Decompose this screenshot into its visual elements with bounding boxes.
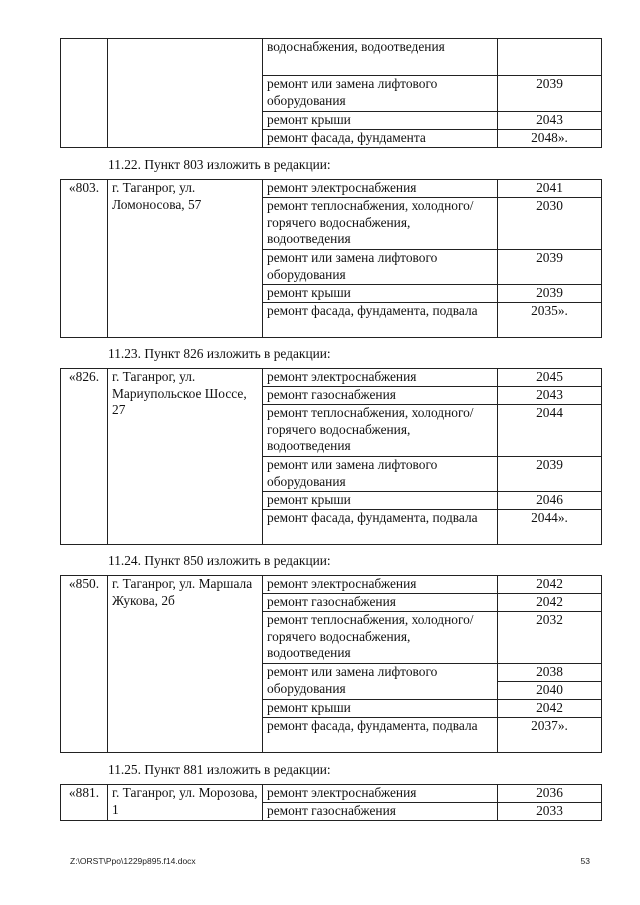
- year-cell: 2039: [498, 457, 602, 492]
- table-item-850: [60, 575, 602, 753]
- work-cell: ремонт или замена лифтового оборудования: [263, 76, 498, 112]
- work-cell: ремонт фасада, фундамента, подвала: [263, 717, 498, 752]
- year-cell: [498, 39, 602, 76]
- year-cell: 2046: [498, 492, 602, 510]
- year-cell: 2040: [498, 682, 602, 700]
- year-cell: 2044».: [498, 510, 602, 545]
- table-row: [61, 369, 602, 387]
- year-cell: 2042: [498, 576, 602, 594]
- work-cell: ремонт крыши: [263, 492, 498, 510]
- year-cell: 2038: [498, 664, 602, 682]
- year-cell: 2030: [498, 198, 602, 250]
- work-cell: ремонт теплоснабжения, холодного/горячего водоснабжения, водоотведения: [263, 198, 498, 250]
- table-item-881: [60, 784, 602, 821]
- work-cell: ремонт крыши: [263, 285, 498, 303]
- section-heading-881: 11.25. Пункт 881 изложить в редакции:: [108, 762, 331, 777]
- work-cell: ремонт электроснабжения: [263, 369, 498, 387]
- section-heading-803: 11.22. Пункт 803 изложить в редакции:: [108, 157, 331, 172]
- work-cell: ремонт газоснабжения: [263, 594, 498, 612]
- item-number: «850.: [61, 576, 108, 753]
- work-cell: ремонт крыши: [263, 699, 498, 717]
- year-cell: 2043: [498, 387, 602, 405]
- year-cell: 2044: [498, 405, 602, 457]
- table-item-803: [60, 179, 602, 338]
- year-cell: 2042: [498, 699, 602, 717]
- work-cell: водоснабжения, водоотведения: [263, 39, 498, 76]
- address-cell: г. Таганрог, ул. Мариупольское Шоссе, 27: [108, 369, 263, 545]
- item-number: «803.: [61, 180, 108, 338]
- work-cell: ремонт теплоснабжения, холодного/горячего водоснабжения, водоотведения: [263, 405, 498, 457]
- table-row: [61, 180, 602, 198]
- table-row: [61, 39, 602, 76]
- item-number: «826.: [61, 369, 108, 545]
- address-cell: г. Таганрог, ул. Ломоносова, 57: [108, 180, 263, 338]
- address-cell: г. Таганрог, ул. Маршала Жукова, 2б: [108, 576, 263, 753]
- year-cell: 2041: [498, 180, 602, 198]
- work-cell: ремонт или замена лифтового оборудования: [263, 457, 498, 492]
- year-cell: 2045: [498, 369, 602, 387]
- work-cell: ремонт фасада, фундамента, подвала: [263, 303, 498, 338]
- year-cell: 2043: [498, 112, 602, 130]
- year-cell: 2035».: [498, 303, 602, 338]
- work-cell: ремонт или замена лифтового оборудования: [263, 250, 498, 285]
- year-cell: 2032: [498, 612, 602, 664]
- year-cell: 2039: [498, 285, 602, 303]
- table-item-826: [60, 368, 602, 545]
- year-cell: 2036: [498, 785, 602, 803]
- year-cell: 2039: [498, 76, 602, 112]
- work-cell: ремонт электроснабжения: [263, 180, 498, 198]
- year-cell: 2033: [498, 803, 602, 821]
- table-row: [61, 576, 602, 594]
- footer-file-path: Z:\ORST\Ppo\1229p895.f14.docx: [70, 856, 196, 866]
- work-cell: ремонт фасада, фундамента, подвала: [263, 510, 498, 545]
- item-number: «881.: [61, 785, 108, 821]
- year-cell: 2048».: [498, 130, 602, 148]
- work-cell: ремонт газоснабжения: [263, 803, 498, 821]
- section-heading-826: 11.23. Пункт 826 изложить в редакции:: [108, 346, 331, 361]
- year-cell: 2042: [498, 594, 602, 612]
- table-row: [61, 785, 602, 803]
- address-cell: г. Таганрог, ул. Морозова, 1: [108, 785, 263, 821]
- page-number: 53: [580, 856, 590, 866]
- section-heading-850: 11.24. Пункт 850 изложить в редакции:: [108, 553, 331, 568]
- address-cell: [108, 39, 263, 148]
- work-cell: ремонт теплоснабжения, холодного/горячего водоснабжения, водоотведения: [263, 612, 498, 664]
- table-carry-over: [60, 38, 602, 148]
- work-cell: ремонт крыши: [263, 112, 498, 130]
- work-cell: ремонт фасада, фундамента: [263, 130, 498, 148]
- number-cell: [61, 39, 108, 148]
- work-cell: ремонт электроснабжения: [263, 785, 498, 803]
- work-cell: ремонт электроснабжения: [263, 576, 498, 594]
- work-cell: ремонт газоснабжения: [263, 387, 498, 405]
- year-cell: 2039: [498, 250, 602, 285]
- work-cell: ремонт или замена лифтового оборудования: [263, 664, 498, 700]
- year-cell: 2037».: [498, 717, 602, 752]
